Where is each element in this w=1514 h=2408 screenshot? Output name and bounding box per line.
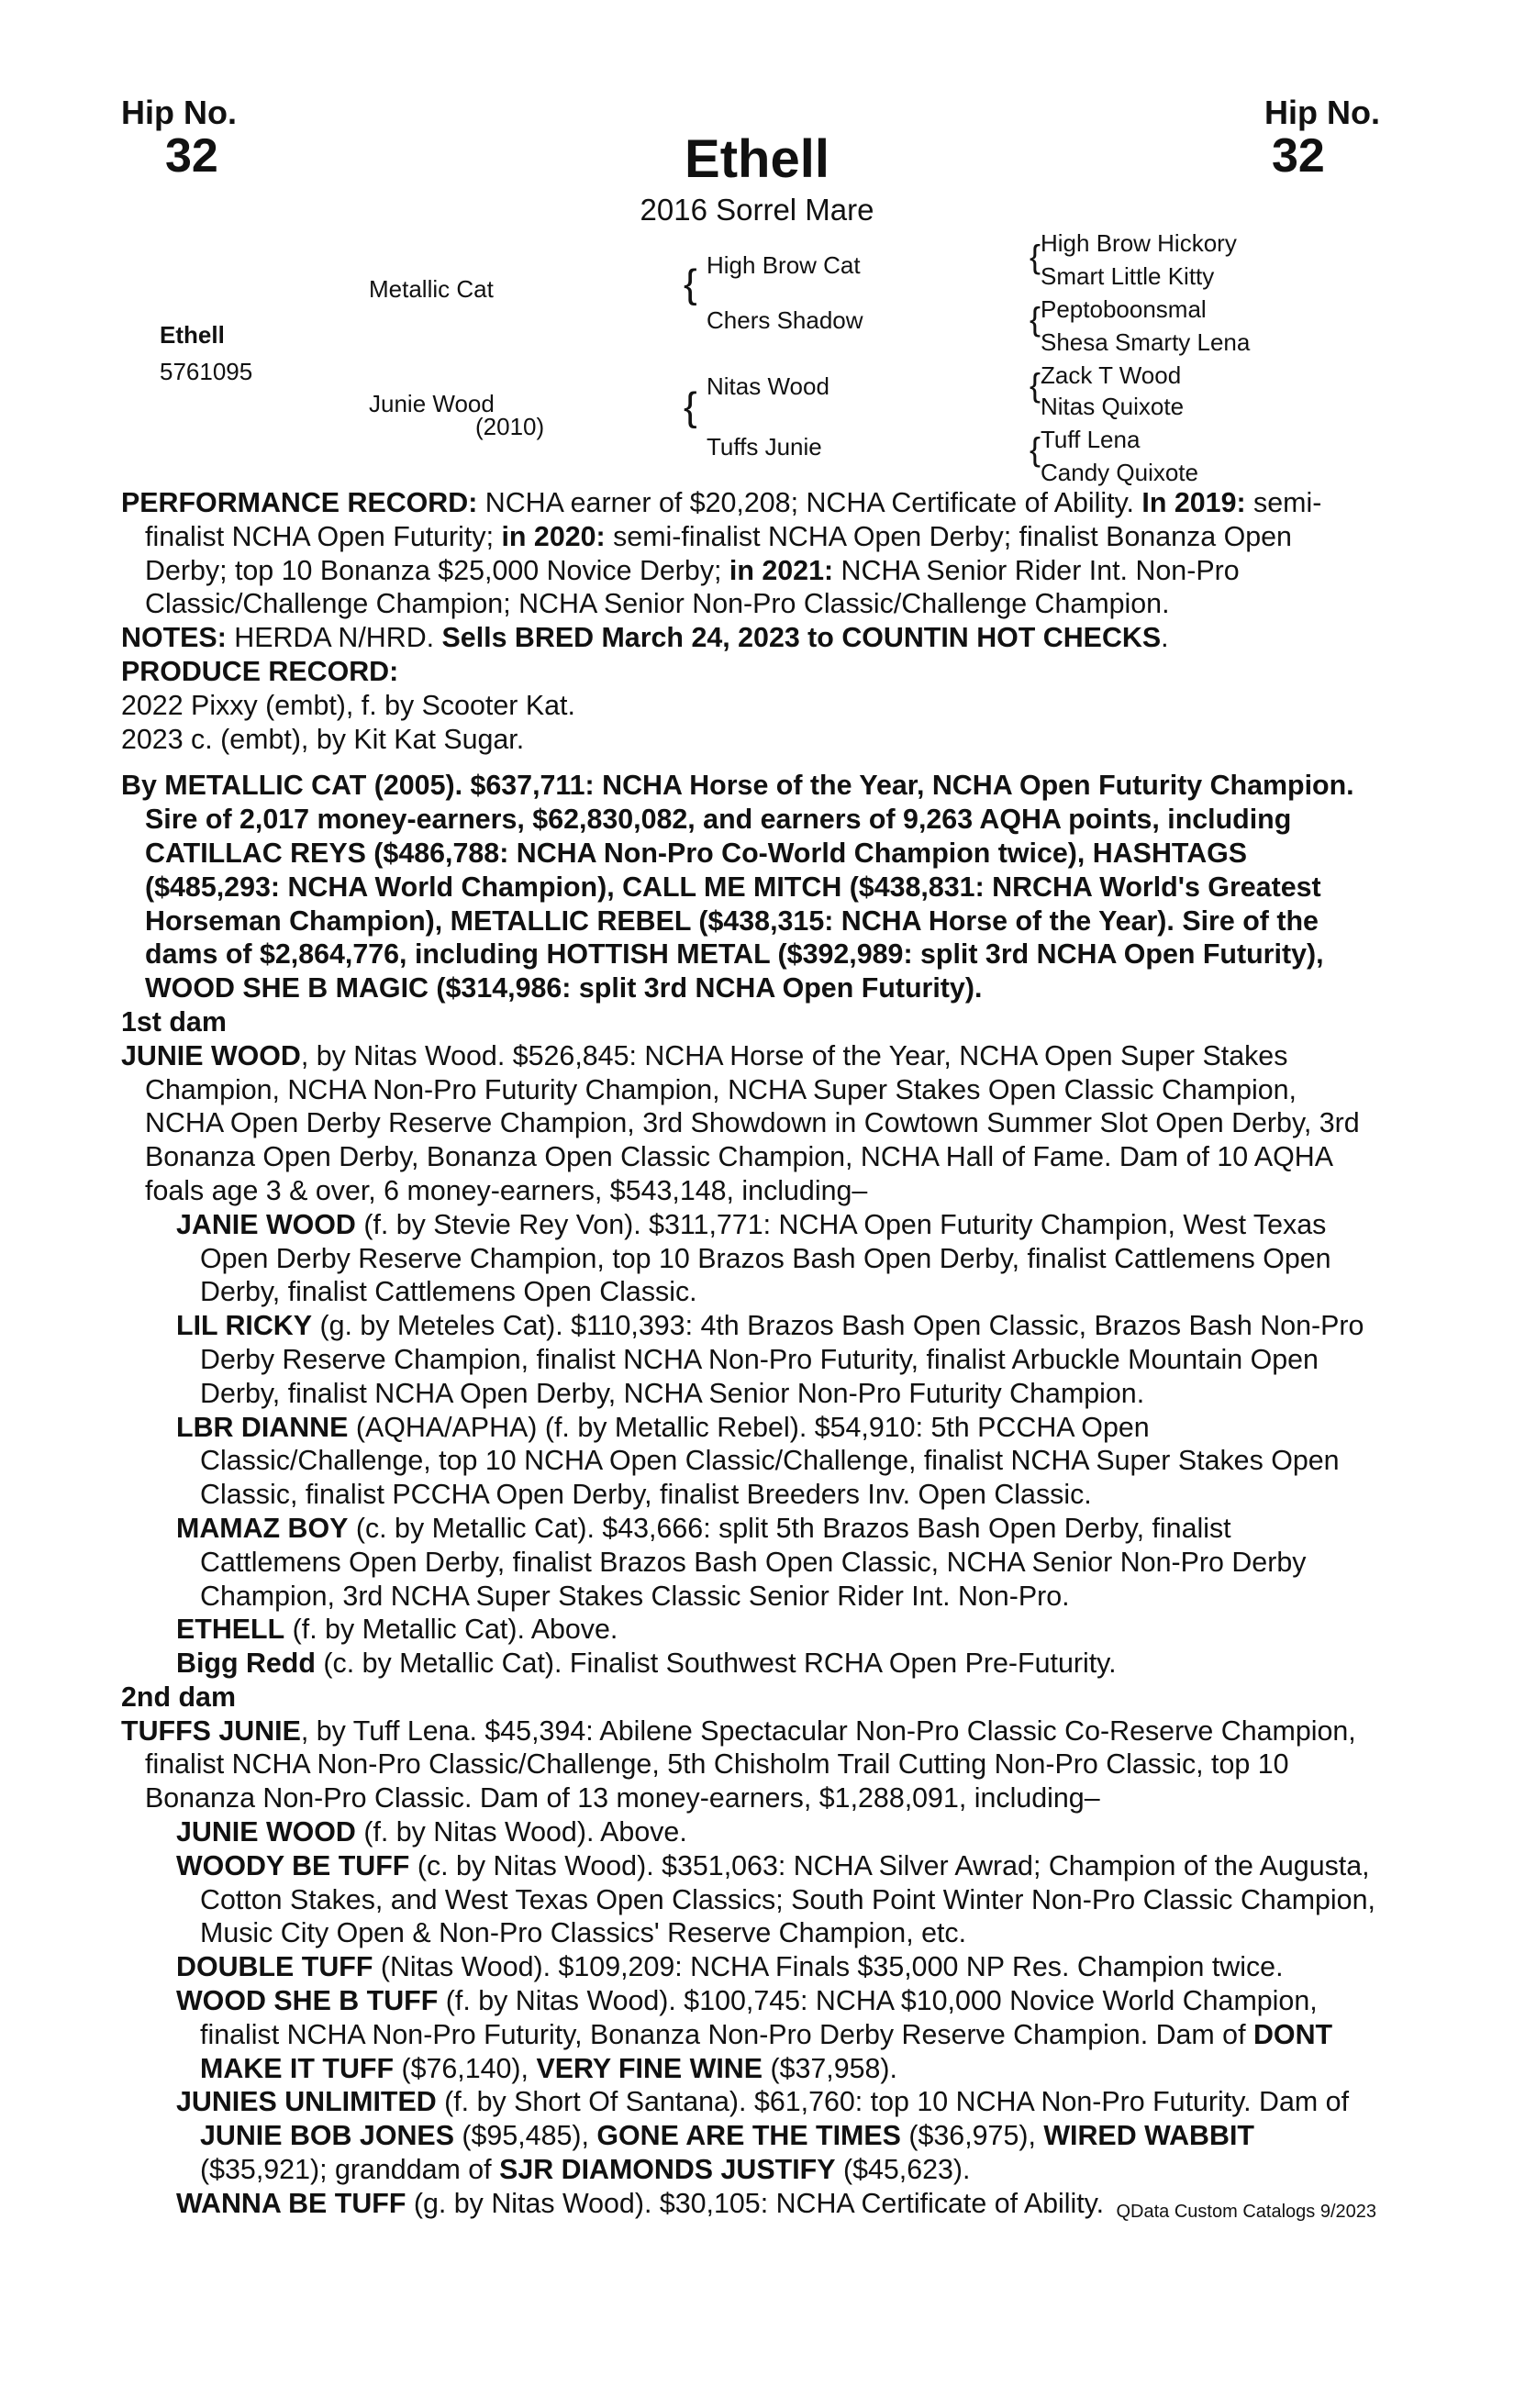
- produce-item: 2022 Pixxy (embt), f. by Scooter Kat.: [121, 689, 575, 721]
- hip-label-left: Hip No.: [121, 94, 237, 131]
- brace-g3-4: {: [1030, 430, 1041, 468]
- gen3-ancestor: Zack T Wood: [1041, 361, 1182, 389]
- dam-dam: Tuffs Junie: [707, 433, 822, 461]
- produce-item: 2023 c. (embt), by Kit Kat Sugar.: [121, 723, 525, 755]
- notes: NOTES: HERDA N/HRD. Sells BRED March 24, 2023 to COUNTIN HOT CHECKS.: [121, 622, 1169, 654]
- subject-registration: 5761095: [160, 358, 253, 385]
- foal-entry: DOUBLE TUFF (Nitas Wood). $109,209: NCHA Finals $35,000 NP Res. Champion twice.: [176, 1951, 1284, 1983]
- brace-g3-3: {: [1030, 366, 1041, 404]
- gen3-ancestor: Candy Quixote: [1041, 459, 1198, 486]
- gen3-ancestor: Smart Little Kitty: [1041, 262, 1215, 290]
- foal-entry: Bigg Redd (c. by Metallic Cat). Finalist Southwest RCHA Open Pre-Futurity.: [176, 1648, 1117, 1680]
- produce-record-label: PRODUCE RECORD:: [121, 655, 399, 687]
- dam-sire: Nitas Wood: [707, 372, 829, 400]
- first-dam-paragraph: JUNIE WOOD, by Nitas Wood. $526,845: NCHA Horse of the Year, NCHA Open Super Stakes Champion, NCHA Non-Pro Futurity Champion, NCHA Super Stakes Open Classic Champion, NCHA Open Derby Reserve Champion, 3rd Showdown in Cowtown Summer Slot Open Derby, 3rd Bonanza Open Derby, Bonanza Open Classic Champion, NCHA Hall of Fame. Dam of 10 AQHA foals age 3 & over, 6 money-earners, $543,148, including–: [121, 1039, 1360, 1206]
- gen3-ancestor: High Brow Hickory: [1041, 229, 1237, 257]
- brace-g3-2: {: [1030, 300, 1041, 338]
- hip-number-left: 32: [165, 129, 218, 183]
- foal-entry: WANNA BE TUFF (g. by Nitas Wood). $30,105: NCHA Certificate of Ability.: [176, 2187, 1105, 2219]
- foal-entry: ETHELL (f. by Metallic Cat). Above.: [176, 1614, 618, 1646]
- dam-name: Junie Wood: [369, 390, 495, 417]
- footer-credit: QData Custom Catalogs 9/2023: [1116, 2202, 1376, 2222]
- dam-year: (2010): [475, 413, 545, 440]
- foal-entry: JUNIE WOOD (f. by Nitas Wood). Above.: [176, 1816, 687, 1848]
- sire-name: Metallic Cat: [369, 275, 494, 303]
- gen3-ancestor: Peptoboonsmal: [1041, 295, 1207, 323]
- first-dam-heading: 1st dam: [121, 1005, 227, 1038]
- second-dam-paragraph: TUFFS JUNIE, by Tuff Lena. $45,394: Abilene Spectacular Non-Pro Classic Co-Reserve Champion, finalist NCHA Non-Pro Classic/Challenge, 5th Chisholm Trail Cutting Non-Pro Classic, top 10 Bonanza Non-Pro Classic. Dam of 13 money-earners, $1,288,091, including–: [121, 1714, 1356, 1814]
- gen3-ancestor: Tuff Lena: [1041, 426, 1141, 453]
- foal-entry: JUNIES UNLIMITED (f. by Short Of Santana). $61,760: top 10 NCHA Non-Pro Futurity. Dam of JUNIE BOB JONES ($95,485), GONE ARE THE TIMES ($36,975), WIRED WABBIT ($35,921); granddam of SJR DIAMONDS JUSTIFY ($45,623).: [176, 2086, 1350, 2186]
- hip-number-right: 32: [1272, 129, 1325, 183]
- gen3-ancestor: Shesa Smarty Lena: [1041, 328, 1251, 356]
- subject-name: Ethell: [160, 321, 225, 349]
- foal-entry: WOODY BE TUFF (c. by Nitas Wood). $351,063: NCHA Silver Awrad; Champion of the Augusta, Cotton Stakes, and West Texas Open Classics; South Point Winter Non-Pro Classic Champion, Music City Open & Non-Pro Classics' Reserve Champion, etc.: [176, 1849, 1375, 1949]
- brace-sire: {: [684, 261, 697, 306]
- foal-entry: LBR DIANNE (AQHA/APHA) (f. by Metallic Rebel). $54,910: 5th PCCHA Open Classic/Challenge, top 10 NCHA Open Classic/Challenge, finalist NCHA Super Stakes Open Classic, finalist PCCHA Open Derby, finalist Breeders Inv. Open Classic.: [176, 1411, 1340, 1511]
- catalog-body: [121, 486, 1378, 2221]
- gen3-ancestor: Nitas Quixote: [1041, 393, 1185, 420]
- foal-entry: MAMAZ BOY (c. by Metallic Cat). $43,666: split 5th Brazos Bash Open Derby, finalist Cattlemens Open Derby, finalist Brazos Bash Open Classic, NCHA Senior Non-Pro Derby Champion, 3rd NCHA Super Stakes Classic Senior Rider Int. Non-Pro.: [176, 1512, 1307, 1612]
- hip-label-right: Hip No.: [1264, 94, 1380, 131]
- brace-g3-1: {: [1030, 238, 1041, 275]
- foal-entry: LIL RICKY (g. by Meteles Cat). $110,393: 4th Brazos Bash Open Classic, Brazos Bash Non-Pro Derby Reserve Champion, finalist NCHA Non-Pro Futurity, finalist Arbuckle Mountain Open Derby, finalist NCHA Open Derby, NCHA Senior Non-Pro Futurity Champion.: [176, 1310, 1364, 1409]
- horse-title: Ethell: [685, 129, 829, 189]
- foal-entry: JANIE WOOD (f. by Stevie Rey Von). $311,771: NCHA Open Futurity Champion, West Texas Open Derby Reserve Champion, top 10 Brazos Bash Open Derby, finalist Cattlemens Open Derby, finalist Cattlemens Open Classic.: [176, 1208, 1331, 1308]
- sire-dam: Chers Shadow: [707, 306, 863, 334]
- horse-subtitle: 2016 Sorrel Mare: [640, 193, 874, 227]
- foal-entry: WOOD SHE B TUFF (f. by Nitas Wood). $100,745: NCHA $10,000 Novice World Champion, finalist NCHA Non-Pro Futurity, Bonanza Non-Pro Derby Reserve Champion. Dam of DONT MAKE IT TUFF ($76,140), VERY FINE WINE ($37,958).: [176, 1985, 1333, 2084]
- sire-paragraph: By METALLIC CAT (2005). $637,711: NCHA Horse of the Year, NCHA Open Futurity Champion. Sire of 2,017 money-earners, $62,830,082, and earners of 9,263 AQHA points, including CATILLAC REYS ($486,788: NCHA Non-Pro Co-World Champion twice), HASHTAGS ($485,293: NCHA World Champion), CALL ME MITCH ($438,831: NRCHA World's Greatest Horseman Champion), METALLIC REBEL ($438,315: NCHA Horse of the Year). Sire of the dams of $2,864,776, including HOTTISH METAL ($392,989: split 3rd NCHA Open Futurity), WOOD SHE B MAGIC ($314,986: split 3rd NCHA Open Futurity).: [121, 770, 1354, 1004]
- second-dam-heading: 2nd dam: [121, 1681, 236, 1713]
- sire-sire: High Brow Cat: [707, 251, 861, 279]
- brace-dam: {: [684, 384, 697, 429]
- performance-record: PERFORMANCE RECORD: NCHA earner of $20,208; NCHA Certificate of Ability. In 2019: semi-finalist NCHA Open Futurity; in 2020: semi-finalist NCHA Open Derby; finalist Bonanza Open Derby; top 10 Bonanza $25,000 Novice Derby; in 2021: NCHA Senior Rider Int. Non-Pro Classic/Challenge Champion; NCHA Senior Non-Pro Classic/Challenge Champion.: [121, 487, 1322, 620]
